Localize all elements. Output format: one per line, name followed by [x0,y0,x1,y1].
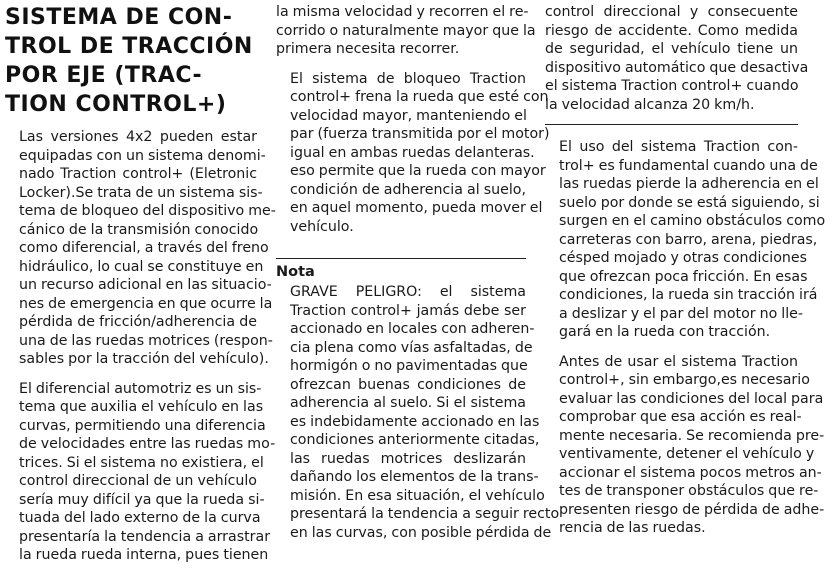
text-line: comprobar que esa acción es real- [559,409,802,425]
text-line: cánico de la transmisión conocido [19,221,259,238]
section-title [5,0,257,119]
text-line: condiciones, la rueda sin tracción irá [559,287,818,303]
text-line: sería muy difícil ya que la rueda si- [19,491,265,508]
note-end-divider [545,124,798,125]
title-line: SISTEMA DE CON- [5,5,233,30]
column-2 [276,0,560,542]
text-line: nes de emergencia en que ocurre la [19,295,273,312]
text-line: surgen en el camino obstáculos como [559,213,826,229]
text-line: misión. En esa situación, el vehículo [290,487,545,504]
text-line: control+, sin embargo,es necesario [559,372,810,388]
text-line: cia plena como vías asfaltadas, de [290,339,533,356]
text-line: Traction control+ jamás debe ser [290,302,526,319]
locking-system-paragraph [276,70,550,237]
title-line: POR EJE (TRAC- [5,63,203,88]
text-line: presenten riesgo de pérdida de adhe- [559,501,825,518]
text-line: condiciones anteriormente citadas, [290,432,540,448]
text-line: dispositivo automático que desactiva [545,59,809,76]
text-line: dañando los elementos de la trans- [290,469,539,485]
note-heading: Nota [276,264,315,280]
text-line: ventivamente, detener el vehículo y [559,446,815,462]
text-line: control direccional y consecuente [545,4,798,20]
column-3 [545,0,826,538]
differential-paragraph [5,380,276,565]
text-line: equipadas con un sistema denomi- [19,147,266,164]
text-line: la velocidad alcanza 20 km/h. [545,96,755,113]
text-line: a deslizar y el par del motor no lle- [559,305,804,322]
text-line: pérdida de fricción/adherencia de [19,314,257,330]
text-line: accionar el sistema pocos metros an- [559,464,822,481]
text-line: eso permite que la rueda con mayor [290,163,546,179]
text-line: de seguridad, el vehículo tiene un [545,41,798,57]
text-line: accionado en locales con adheren- [290,321,535,337]
text-line: evaluar las condiciones del local para [559,390,824,407]
text-line: presentará la tendencia a seguir recto [290,506,560,522]
text-line: tes de transponer obstáculos que re- [559,483,819,499]
text-line: un recurso adicional en las situacio- [19,277,272,293]
text-line: nado Traction control+ (Eletronic [19,166,257,182]
before-use-paragraph [545,353,825,538]
text-line: hormigón o no pavimentadas que [290,358,528,374]
text-line: tema que auxilia el vehículo en las [19,399,264,415]
text-line: igual en ambas ruedas delanteras. [290,144,535,161]
note-divider [276,258,526,259]
text-line: en las curvas, con posible pérdida de [290,524,552,541]
text-line: las ruedas pierde la adherencia en el [559,176,819,192]
text-line: El uso del sistema Traction con- [559,139,798,155]
text-line: el sistema Traction control+ cuando [545,78,799,94]
text-line: corrido o naturalmente mayor que la [276,22,536,39]
text-line: trices. Si el sistema no existiera, el [19,454,264,471]
text-line: césped mojado y otras condiciones [559,250,808,266]
text-line: que ofrezcan poca fricción. En esas [559,268,808,285]
text-line: sables por la tracción del vehículo). [19,351,269,367]
text-line: una de las ruedas motrices (respon- [19,332,273,349]
text-line: tuada del lado externo de la curva [19,510,261,526]
text-line: primera necesita recorrer. [276,41,460,57]
text-line: Locker).Se trata de un sistema sis- [19,184,263,201]
text-line: control+ frena la rueda que esté con [290,89,549,105]
text-line: adherencia al suelo. Si el sistema [290,395,526,411]
safety-paragraph [545,3,809,114]
text-line: rencia de las ruedas. [559,520,706,536]
column-1 [5,0,276,565]
text-line: condición de adherencia al suelo, [290,181,526,198]
text-line: El diferencial automotriz es un sis- [19,380,262,397]
text-line: la misma velocidad y recorren el re- [276,4,529,20]
text-line: las ruedas motrices deslizarán [290,450,526,467]
text-line: tema de bloqueo del dispositivo me- [19,203,276,219]
text-line: en aquel momento, pueda mover el [290,200,543,216]
text-line: Antes de usar el sistema Traction [559,353,798,370]
text-line: de velocidades entre las ruedas mo- [19,436,276,452]
text-line: Las versiones 4x2 pueden estar [19,129,257,145]
text-line: trol+ es fundamental cuando una de [559,157,818,174]
text-line: par (fuerza transmitida por el motor) [290,126,550,142]
text-line: hidráulico, lo cual se constituye en [19,258,264,275]
note-paragraph [276,283,560,542]
usage-paragraph [545,138,826,342]
text-line: curvas, permitiendo una diferencia [19,417,266,434]
title-line: TION CONTROL+) [5,92,227,117]
text-line: ofrezcan buenas condiciones de [290,376,526,393]
text-line: mente necesaria. Se recomienda pre- [559,427,825,444]
text-line: vehículo. [290,218,354,235]
continued-paragraph [276,3,536,59]
text-line: control direccional de un vehículo [19,473,257,489]
text-line: como diferencial, a través del freno [19,240,269,256]
text-line: gará en la rueda con tracción. [559,324,771,340]
text-line: riesgo de accidente. Como medida [545,22,798,39]
text-line: presentaría la tendencia a arrastrar [19,528,271,545]
title-line: TROL DE TRACCIÓN [5,34,253,59]
text-line: la rueda rueda interna, pues tienen [19,547,269,563]
text-line: es indebidamente accionado en las [290,413,540,430]
text-line: El sistema de bloqueo Traction [290,70,526,87]
text-line: GRAVE PELIGRO: el sistema [290,284,526,300]
text-line: carreteras con barro, arena, piedras, [559,231,818,248]
text-line: suelo por donde se está siguiendo, si [559,194,820,211]
intro-paragraph [5,128,276,369]
text-line: velocidad mayor, manteniendo el [290,107,527,124]
